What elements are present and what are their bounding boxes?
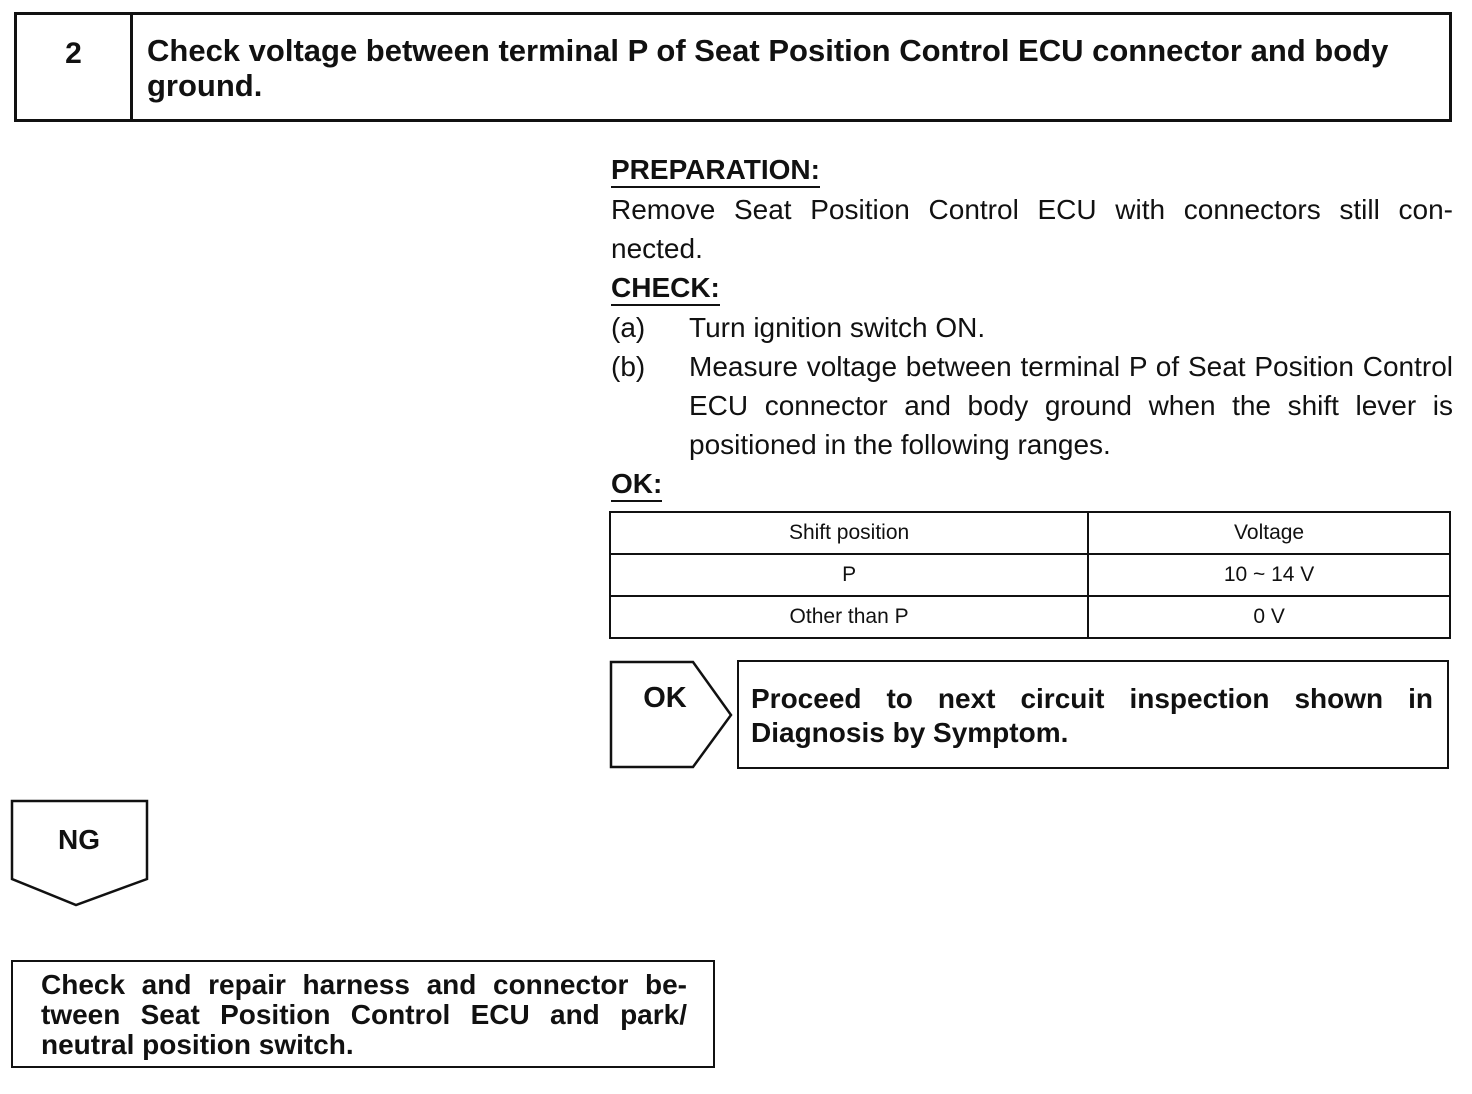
step-header: [14, 12, 1452, 122]
preparation-text: Remove Seat Position Control ECU with connectors still con-nected.: [611, 194, 1453, 264]
step-number: 2: [17, 15, 133, 119]
step-title: Check voltage between terminal P of Seat Position Control ECU connector and body ground.: [147, 33, 1389, 103]
check-item-marker: (a): [611, 312, 646, 343]
table-cell: 0 V: [1088, 596, 1450, 638]
table-row: [610, 554, 1450, 596]
check-item-text: Turn ignition switch ON.: [689, 312, 986, 343]
voltage-spec-table: [609, 511, 1451, 639]
check-item-text: Measure voltage between terminal P of Seat Position Control ECU connector and body ground when the shift lever is positioned in the following ranges.: [689, 351, 1453, 460]
instructions: [611, 150, 1453, 504]
table-cell: P: [610, 554, 1088, 596]
table-cell: Other than P: [610, 596, 1088, 638]
ng-branch-label: NG: [58, 824, 100, 855]
check-label: CHECK:: [611, 271, 720, 306]
table-row: [610, 596, 1450, 638]
check-item-marker: (b): [611, 351, 646, 382]
preparation-label: PREPARATION:: [611, 153, 820, 188]
ok-action-box: Proceed to next circuit inspection shown in Diagnosis by Symptom.: [737, 660, 1449, 769]
table-header-cell: Shift position: [610, 512, 1088, 554]
check-item-a: [611, 308, 1453, 347]
check-item-b: [611, 347, 1453, 464]
ng-action-box: Check and repair harness and connector be-tween Seat Position Control ECU and park/ neutral position switch.: [11, 960, 715, 1068]
table-header-row: [610, 512, 1450, 554]
ok-spec-label: OK:: [611, 467, 662, 502]
table-header-cell: Voltage: [1088, 512, 1450, 554]
ok-arrow-shape: [609, 660, 735, 770]
ok-branch-label: OK: [643, 682, 687, 714]
table-cell: 10 ~ 14 V: [1088, 554, 1450, 596]
